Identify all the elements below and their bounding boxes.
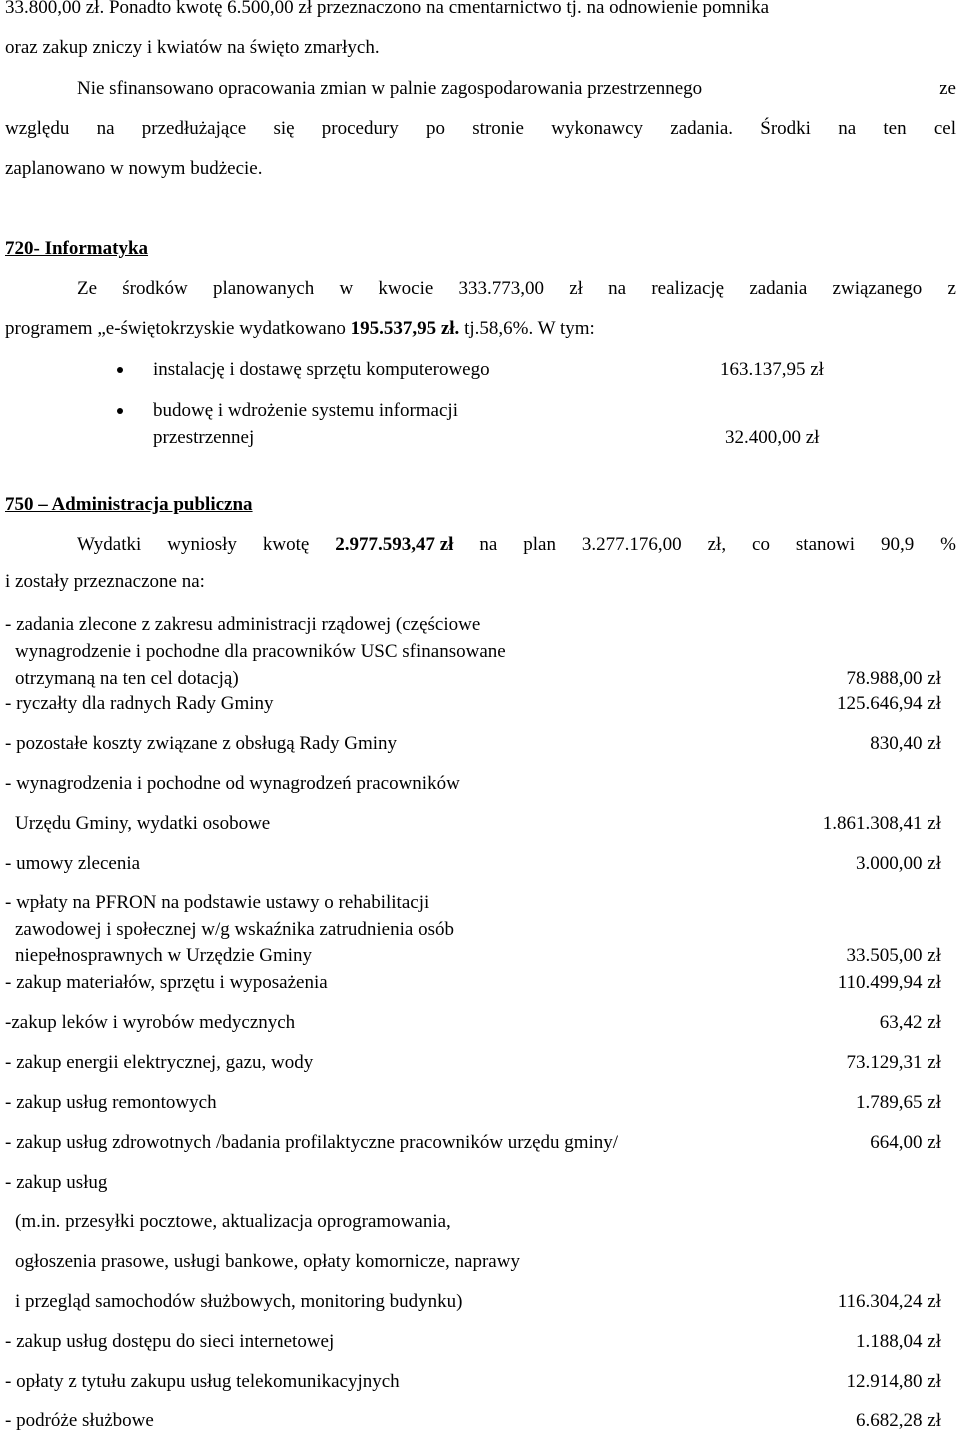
expense-item-amount: 125.646,94 zł [837, 693, 941, 714]
expense-item-label: -zakup leków i wyrobów medycznych [5, 1012, 296, 1033]
expense-item-amount: 63,42 zł [879, 1012, 941, 1033]
expense-item-label: otrzymaną na ten cel dotacją) [15, 668, 239, 689]
expense-item-label: zawodowej i społecznej w/g wskaźnika zatrudnienia osób [15, 919, 454, 940]
expense-item-label: - wynagrodzenia i pochodne od wynagrodzeń pracowników [5, 773, 460, 794]
section-750-heading: 750 – Administracja publiczna [5, 494, 253, 515]
intro-line-1: 33.800,00 zł. Ponadto kwotę 6.500,00 zł przeznaczono na cmentarnictwo tj. na odnowienie pomnika [5, 0, 770, 18]
expense-item-label: - ryczałty dla radnych Rady Gminy [5, 693, 274, 714]
section-720-item-1-label: instalację i dostawę sprzętu komputerowego [153, 359, 490, 380]
expense-item-label: ogłoszenia prasowe, usługi bankowe, opłaty komornicze, naprawy [15, 1251, 520, 1272]
expense-item-label: i przegląd samochodów służbowych, monitoring budynku) [15, 1291, 463, 1312]
section-720-line-1: Ze środków planowanych w kwocie 333.773,00 zł na realizację zadania związanego z [77, 278, 956, 299]
expense-item-label: niepełnosprawnych w Urzędzie Gminy [15, 945, 313, 966]
intro-line-3-end: ze [939, 78, 956, 99]
section-750-line-2: i zostały przeznaczone na: [5, 571, 205, 592]
expense-item-label: - zakup energii elektrycznej, gazu, wody [5, 1052, 314, 1073]
expense-item-amount: 12.914,80 zł [846, 1371, 941, 1392]
section-720-item-2-label-1: budowę i wdrożenie systemu informacji [153, 400, 458, 421]
expense-item-label: - wpłaty na PFRON na podstawie ustawy o rehabilitacji [5, 892, 430, 913]
expense-item-amount: 6.682,28 zł [856, 1410, 941, 1431]
expense-item-label: - zakup usług [5, 1172, 108, 1193]
bullet-icon [117, 408, 123, 414]
expense-item-label: - pozostałe koszty związane z obsługą Rady Gminy [5, 733, 398, 754]
expense-item-label: - zakup materiałów, sprzętu i wyposażenia [5, 972, 328, 993]
expense-item-label: Urzędu Gminy, wydatki osobowe [15, 813, 271, 834]
intro-line-5: zaplanowano w nowym budżecie. [5, 158, 263, 179]
expense-item-label: (m.in. przesyłki pocztowe, aktualizacja oprogramowania, [15, 1211, 451, 1232]
section-750-line-1: Wydatki wyniosły kwotę 2.977.593,47 zł na plan 3.277.176,00 zł, co stanowi 90,9 % [77, 534, 956, 555]
section-720-item-2-amount: 32.400,00 zł [725, 427, 820, 448]
expense-item-label: - opłaty z tytułu zakupu usług telekomunikacyjnych [5, 1371, 400, 1392]
section-720-heading: 720- Informatyka [5, 238, 149, 259]
expense-item-amount: 110.499,94 zł [837, 972, 941, 993]
intro-line-4: względu na przedłużające się procedury po stronie wykonawcy zadania. Środki na ten cel [5, 118, 956, 139]
section-720-line-2: programem „e-świętokrzyskie wydatkowano 195.537,95 zł. tj.58,6%. W tym: [5, 318, 595, 339]
expense-item-label: - zakup usług remontowych [5, 1092, 217, 1113]
expense-item-amount: 1.861.308,41 zł [822, 813, 941, 834]
expense-item-label: - umowy zlecenia [5, 853, 141, 874]
expense-item-amount: 664,00 zł [870, 1132, 941, 1153]
expense-item-label: - zadania zlecone z zakresu administracji rządowej (częściowe [5, 614, 481, 635]
expense-item-amount: 1.789,65 zł [856, 1092, 941, 1113]
expense-item-label: - zakup usług dostępu do sieci internetowej [5, 1331, 335, 1352]
expense-item-label: - zakup usług zdrowotnych /badania profilaktyczne pracowników urzędu gminy/ [5, 1132, 619, 1153]
expense-item-amount: 1.188,04 zł [856, 1331, 941, 1352]
bullet-icon [117, 367, 123, 373]
expense-item-amount: 116.304,24 zł [837, 1291, 941, 1312]
expense-item-amount: 3.000,00 zł [856, 853, 941, 874]
intro-line-3: Nie sfinansowano opracowania zmian w palnie zagospodarowania przestrzennego [77, 78, 703, 99]
expense-item-amount: 830,40 zł [870, 733, 941, 754]
section-720-item-2-label-2: przestrzennej [153, 427, 255, 448]
expense-item-amount: 33.505,00 zł [846, 945, 941, 966]
intro-line-2: oraz zakup zniczy i kwiatów na święto zmarłych. [5, 37, 380, 58]
expense-item-label: wynagrodzenie i pochodne dla pracowników USC sfinansowane [15, 641, 506, 662]
section-720-item-1-amount: 163.137,95 zł [720, 359, 824, 380]
expense-item-amount: 78.988,00 zł [846, 668, 941, 689]
expense-item-label: - podróże służbowe [5, 1410, 154, 1431]
expense-item-amount: 73.129,31 zł [846, 1052, 941, 1073]
